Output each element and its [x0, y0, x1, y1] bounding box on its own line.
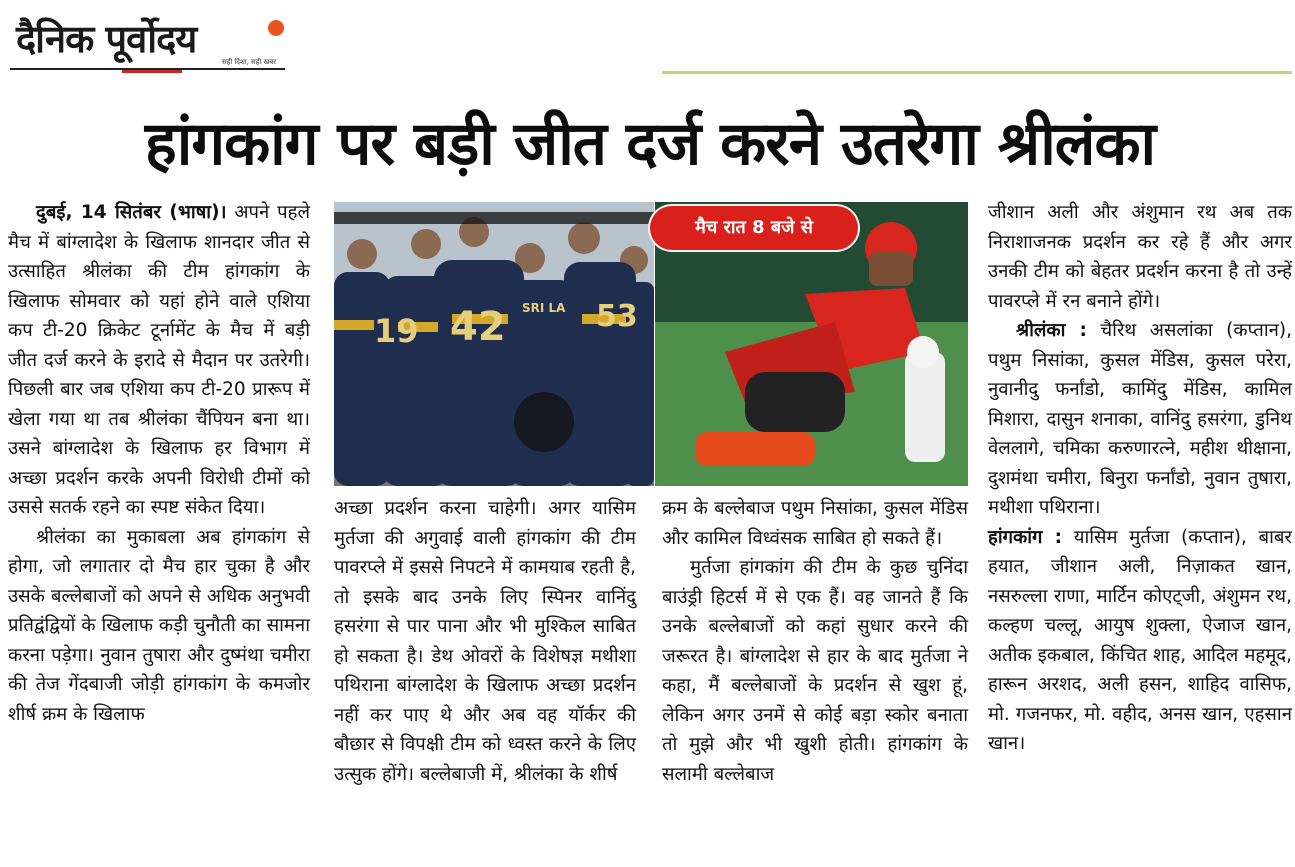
jersey-number-1: 19 [374, 312, 419, 350]
sri-lanka-team-photo [334, 202, 654, 486]
sri-lanka-squad [988, 316, 1292, 523]
article-headline: हांगकांग पर बड़ी जीत दर्ज करने उतरेगा श्रीलंका [144, 109, 1156, 179]
header-rule [662, 71, 1292, 74]
team-huddle-illustration [334, 202, 654, 486]
jersey-text: SRI LA [522, 301, 566, 315]
dateline: दुबई, 14 सितंबर (भाषा)। [36, 202, 227, 223]
paragraph-2-continued: अच्छा प्रदर्शन करना चाहेगी। अगर यासिम मुर्तजा की अगुवाई वाली हांगकांग की टीम पावरप्ले में इससे निपटने में कामयाब रहती है, तो इसके बाद उनके लिए स्पिनर वानिंदु हसरंगा से पार पाना और भी मुश्किल साबित हो सकता है। डेथ ओवरों के विशेषज्ञ मथीशा पथिराना बांग्लादेश के खिलाफ अच्छा प्रदर्शन नहीं कर पाए थे और अब वह यॉर्कर की बौछार से विपक्षी टीम को ध्वस्त करने के लिए उत्सुक होंगे। बल्लेबाजी में, श्रीलंका के शीर्ष [334, 498, 636, 785]
hong-kong-squad-label: हांगकांग : [988, 526, 1063, 548]
sri-lanka-squad-players: चैरिथ असलांका (कप्तान), पथुम निसांका, कुसल मेंडिस, कुसल परेरा, नुवानीदु फर्नांडो, कामिंदु मेंडिस, कामिल मिशारा, दासुन शनाका, वानिंदु हसरंगा, डुनिथ वेललागे, चमिका करुणारत्ने, महीश थीक्षाना, दुशमंथा चमीरा, बिनुरा फर्नांडो, नुवान तुषारा, मथीशा पथिराना। [988, 320, 1292, 518]
jersey-number-3: 53 [596, 299, 638, 334]
paragraph-1-text: अपने पहले मैच में बांग्लादेश के खिलाफ शानदार जीत से उत्साहित श्रीलंका की टीम हांगकांग के खिलाफ सोमवार को यहां होने वाले एशिया कप टी-20 क्रिकेट टूर्नामेंट के मैच में बड़ी जीत दर्ज करने के इरादे से मैदान पर उतरेगी। पिछली बार जब एशिया कप टी-20 प्रारूप में खेला गया था तब श्रीलंका चैंपियन बना था। उसने बांग्लादेश के खिलाफ हर विभाग में अच्छा प्रदर्शन करके अपनी विरोधी टीमों को उससे सतर्क रहने का स्पष्ट संकेत दिया। [8, 202, 311, 518]
paragraph-3-continued: जीशान अली और अंशुमान रथ अब तक निराशाजनक प्रदर्शन कर रहे हैं और अगर उनकी टीम को बेहतर प्रदर्शन करना है तो उन्हें पावरप्ले में रन बनाने होंगे। [988, 202, 1292, 312]
paragraph-2-end: क्रम के बल्लेबाज पथुम निसांका, कुसल मेंडिस और कामिल विध्वंसक साबित हो सकते हैं। [662, 498, 968, 549]
paragraph-3: मुर्तजा हांगकांग की टीम के कुछ चुनिंदा बाउंड्री हिटर्स में से एक हैं। वह जानते हैं कि उनके बल्लेबाजों को कहां सुधार करने की जरूरत है। बांग्लादेश से हार के बाद मुर्तजा ने कहा, मैं बल्लेबाजों के प्रदर्शन से खुश हूं, लेकिन अगर उनमें से कोई बड़ा स्कोर बनाता तो मुझे और भी खुशी होती। हांगकांग के सलामी बल्लेबाज [662, 557, 968, 785]
masthead [10, 8, 290, 74]
article-column-1 [8, 198, 310, 863]
article-column-4 [988, 198, 1292, 863]
masthead-accent-rule [122, 70, 182, 73]
match-time-badge: मैच रात 8 बजे से [650, 206, 858, 250]
logo-dot-icon [268, 20, 284, 36]
masthead-tagline: सही दिशा, सही खबर [222, 58, 277, 66]
paragraph-1 [8, 198, 310, 523]
article-column-3 [662, 494, 968, 864]
jersey-number-2: 42 [450, 304, 506, 350]
paragraph-2: श्रीलंका का मुकाबला अब हांगकांग से होगा, जो लगातार दो मैच हार चुका है और उसके बल्लेबाजों को अपने से अधिक अनुभवी प्रतिद्वंद्वियों के खिलाफ कड़ी चुनौती का सामना करना पड़ेगा। नुवान तुषारा और दुष्मंथा चमीरा की तेज गेंदबाजी जोड़ी हांगकांग के कमजोर शीर्ष क्रम के खिलाफ [8, 526, 310, 725]
hong-kong-squad-players: यासिम मुर्तजा (कप्तान), बाबर हयात, जीशान अली, निज़ाकत खान, नसरुल्ला राणा, मार्टिन कोएट्जी, अंशुमन रथ, कल्हण चल्लू, आयुष शुक्ला, ऐजाज खान, अतीक इकबाल, किंचित शाह, आदिल महमूद, हारून अरशद, अली हसन, शाहिद वासिफ, मो. गजनफर, मो. वहीद, अनस खान, एहसान खान। [988, 526, 1292, 754]
article-column-2 [334, 494, 636, 864]
sri-lanka-squad-label: श्रीलंका : [1016, 320, 1087, 341]
hong-kong-squad [988, 523, 1292, 759]
newspaper-logo: दैनिक पूर्वोदय [16, 17, 197, 61]
